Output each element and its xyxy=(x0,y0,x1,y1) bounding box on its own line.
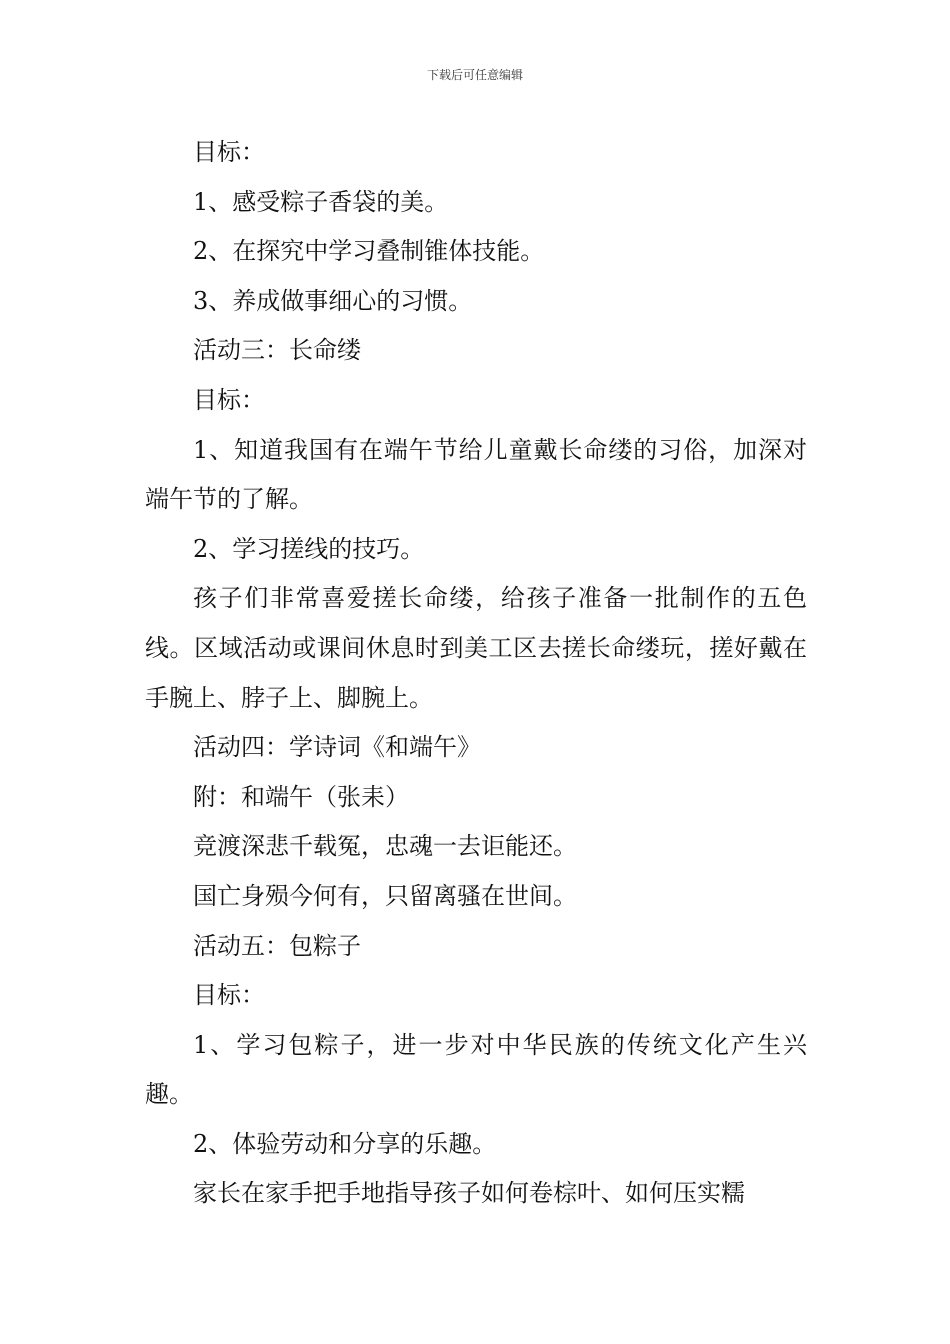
section-heading: 活动三：长命缕 xyxy=(193,336,361,365)
paragraph: 2、学习搓线的技巧。 xyxy=(193,534,425,563)
paragraph: 家长在家手把手地指导孩子如何卷棕叶、如何压实糯 xyxy=(193,1179,745,1208)
paragraph: 目标： xyxy=(193,138,265,166)
paragraph: 1、感受粽子香袋的美。 xyxy=(193,187,449,216)
document-body xyxy=(145,128,807,1219)
paragraph: 目标： xyxy=(193,385,265,414)
paragraph: 1、知道我国有在端午节给儿童戴长命缕的习俗，加深对端午节的了解。 xyxy=(145,435,807,514)
paragraph: 2、在探究中学习叠制锥体技能。 xyxy=(193,237,545,266)
section-heading: 活动五：包粽子 xyxy=(193,931,361,960)
paragraph: 附：和端午（张耒） xyxy=(193,782,409,811)
poem-line: 国亡身殒今何有，只留离骚在世间。 xyxy=(193,881,577,910)
paragraph: 孩子们非常喜爱搓长命缕，给孩子准备一批制作的五色线。区域活动或课间休息时到美工区去搓长命缕玩，搓好戴在手腕上、脖子上、脚腕上。 xyxy=(145,584,807,712)
paragraph: 3、养成做事细心的习惯。 xyxy=(193,286,473,315)
poem-line: 竞渡深悲千载冤，忠魂一去讵能还。 xyxy=(193,832,577,861)
section-heading: 活动四：学诗词《和端午》 xyxy=(193,733,481,762)
paragraph: 1、学习包粽子，进一步对中华民族的传统文化产生兴趣。 xyxy=(145,1030,807,1109)
paragraph: 目标： xyxy=(193,981,265,1010)
paragraph: 2、体验劳动和分享的乐趣。 xyxy=(193,1129,497,1158)
page-header: 下载后可任意编辑 xyxy=(426,68,523,82)
